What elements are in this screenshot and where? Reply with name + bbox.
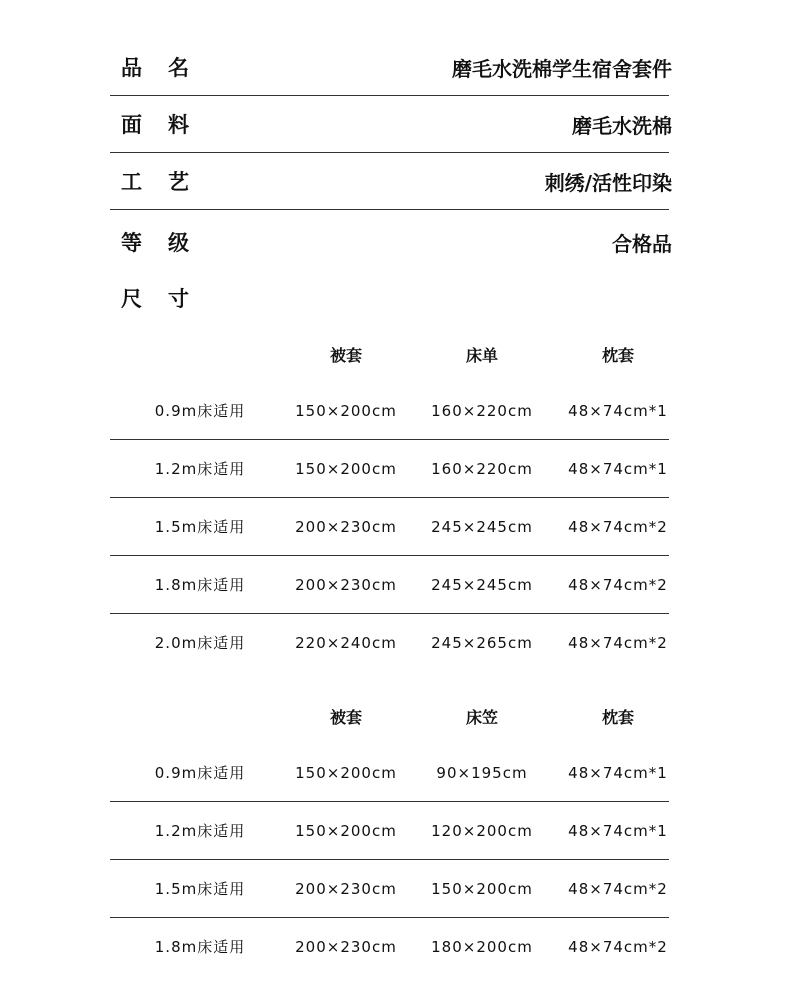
sheet-size-cell: 245×245cm xyxy=(431,575,533,594)
table-row xyxy=(110,556,669,614)
bed-size-cell: 1.8m床适用 xyxy=(154,938,246,956)
fitted-sheet-size-cell: 120×200cm xyxy=(431,821,533,840)
sheet-size-cell: 245×245cm xyxy=(431,517,533,536)
duvet-size-cell: 200×230cm xyxy=(295,575,397,594)
pillowcase-size-cell: 48×74cm*2 xyxy=(568,575,668,594)
pillowcase-size-cell: 48×74cm*1 xyxy=(568,763,668,782)
sheet-size-cell: 245×265cm xyxy=(431,633,533,652)
pillowcase-size-cell: 48×74cm*2 xyxy=(568,937,668,956)
table-row xyxy=(110,860,669,918)
table-row xyxy=(110,744,669,802)
bed-size-cell: 1.5m床适用 xyxy=(154,518,246,536)
header-cell: 枕套 xyxy=(601,707,634,727)
duvet-size-cell: 150×200cm xyxy=(295,459,397,478)
fitted-sheet-size-cell: 90×195cm xyxy=(436,763,528,782)
table-row xyxy=(110,498,669,556)
spec-label: 面料 xyxy=(121,113,215,137)
spec-label: 工艺 xyxy=(121,170,215,194)
bed-size-cell: 1.5m床适用 xyxy=(154,880,246,898)
pillowcase-size-cell: 48×74cm*2 xyxy=(568,633,668,652)
pillowcase-size-cell: 48×74cm*1 xyxy=(568,401,668,420)
spec-value: 磨毛水洗棉学生宿舍套件 xyxy=(452,56,672,81)
bed-size-cell: 0.9m床适用 xyxy=(154,402,246,420)
header-cell: 床单 xyxy=(465,345,498,365)
duvet-size-cell: 200×230cm xyxy=(295,517,397,536)
spec-row-fabric xyxy=(110,96,672,153)
sheet-size-cell: 160×220cm xyxy=(431,401,533,420)
duvet-size-cell: 200×230cm xyxy=(295,937,397,956)
bed-size-cell: 2.0m床适用 xyxy=(154,634,246,652)
fitted-sheet-size-cell: 180×200cm xyxy=(431,937,533,956)
spec-label: 品名 xyxy=(121,56,215,80)
table-row xyxy=(110,382,669,440)
header-cell: 床笠 xyxy=(465,707,498,727)
table-header xyxy=(110,688,669,744)
spec-value: 合格品 xyxy=(612,231,672,256)
fitted-sheet-size-cell: 150×200cm xyxy=(431,879,533,898)
duvet-size-cell: 150×200cm xyxy=(295,401,397,420)
spec-value: 刺绣/活性印染 xyxy=(544,170,672,195)
header-cell xyxy=(110,688,290,744)
pillowcase-size-cell: 48×74cm*1 xyxy=(568,821,668,840)
spec-row-product-name xyxy=(110,39,672,96)
table-row xyxy=(110,918,669,975)
pillowcase-size-cell: 48×74cm*2 xyxy=(568,879,668,898)
table-header xyxy=(110,326,669,382)
spec-row-size xyxy=(110,270,669,326)
pillowcase-size-cell: 48×74cm*2 xyxy=(568,517,668,536)
table-row xyxy=(110,440,669,498)
header-cell: 枕套 xyxy=(601,345,634,365)
header-cell xyxy=(110,326,290,382)
duvet-size-cell: 150×200cm xyxy=(295,821,397,840)
spec-label: 等级 xyxy=(121,231,215,255)
header-cell: 被套 xyxy=(329,345,362,365)
table-row xyxy=(110,614,669,671)
spec-value: 磨毛水洗棉 xyxy=(572,113,672,138)
size-table-fitted xyxy=(110,688,669,975)
bed-size-cell: 1.2m床适用 xyxy=(154,460,246,478)
bed-size-cell: 0.9m床适用 xyxy=(154,764,246,782)
header-cell: 被套 xyxy=(329,707,362,727)
table-row xyxy=(110,802,669,860)
duvet-size-cell: 220×240cm xyxy=(295,633,397,652)
bed-size-cell: 1.8m床适用 xyxy=(154,576,246,594)
spec-row-grade xyxy=(110,214,672,270)
duvet-size-cell: 200×230cm xyxy=(295,879,397,898)
pillowcase-size-cell: 48×74cm*1 xyxy=(568,459,668,478)
sheet-size-cell: 160×220cm xyxy=(431,459,533,478)
bed-size-cell: 1.2m床适用 xyxy=(154,822,246,840)
spec-label: 尺寸 xyxy=(121,287,215,311)
spec-row-craft xyxy=(110,153,672,210)
duvet-size-cell: 150×200cm xyxy=(295,763,397,782)
size-table-sheet xyxy=(110,326,669,671)
